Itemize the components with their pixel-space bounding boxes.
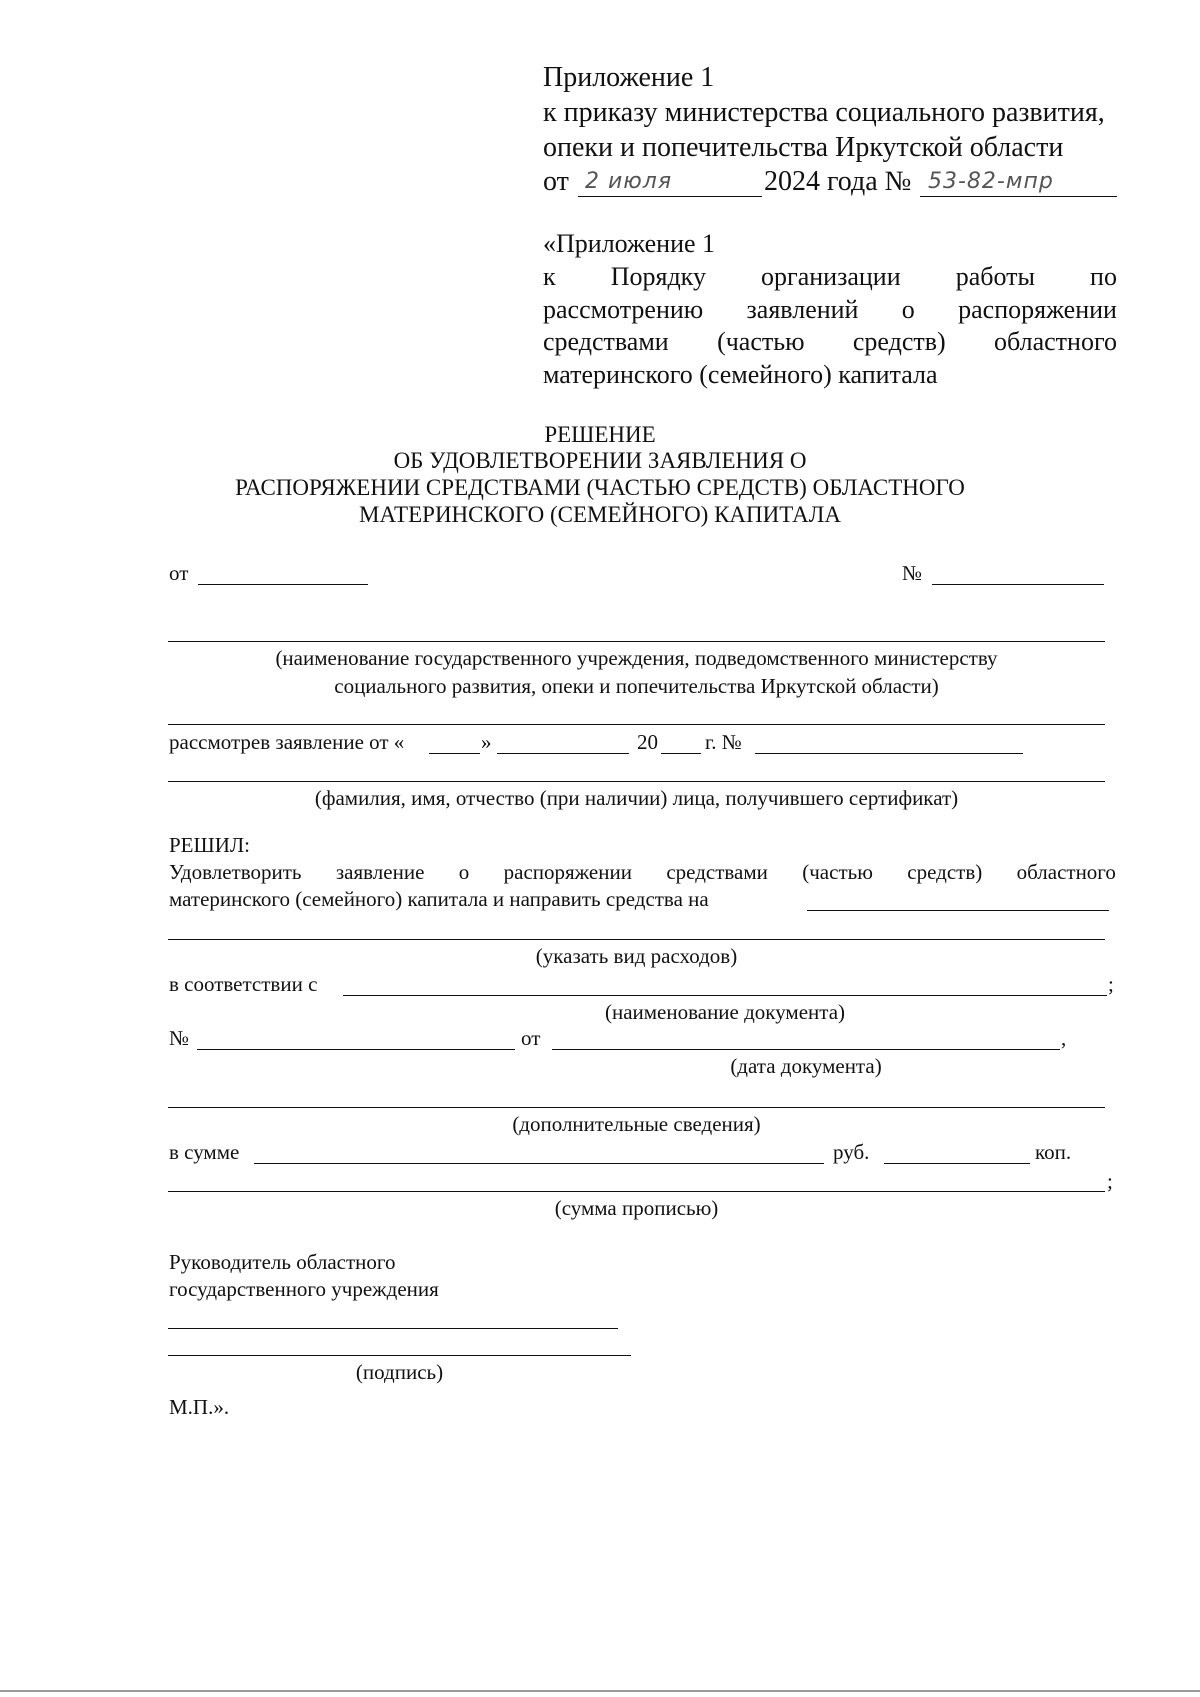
appendix-word: о xyxy=(901,295,915,324)
institution-caption-2: социального развития, опеки и попечительства Иркутской области) xyxy=(334,674,939,698)
appendix-line-4 xyxy=(543,326,1117,359)
decision-date-label: от xyxy=(169,561,189,585)
decision-word: средствами xyxy=(666,860,768,884)
appendix-word: областного xyxy=(994,327,1117,356)
comma: , xyxy=(1061,1026,1067,1050)
decision-word: Удовлетворить xyxy=(169,860,302,884)
institution-name-field-2[interactable] xyxy=(168,724,1105,725)
appendix-word: рассмотрению xyxy=(543,295,704,324)
application-number-field[interactable] xyxy=(755,753,1023,754)
sum-rubles-field[interactable] xyxy=(254,1163,824,1164)
signature-field[interactable] xyxy=(168,1355,631,1356)
appendix-word: к xyxy=(543,262,556,291)
header-date-prefix: от xyxy=(543,166,569,197)
decision-word: о xyxy=(458,860,470,884)
semicolon-2: ; xyxy=(1107,1169,1113,1193)
reviewed-application-label: рассмотрев заявление от « xyxy=(169,730,405,754)
application-month-field[interactable] xyxy=(497,753,629,754)
application-year-field[interactable] xyxy=(661,753,701,754)
sum-in-words-field[interactable] xyxy=(168,1191,1105,1192)
expense-type-field[interactable] xyxy=(168,939,1105,940)
appendix-word: заявлений xyxy=(746,295,859,324)
appendix-word: средств) xyxy=(852,327,946,356)
decision-subtitle-2: РАСПОРЯЖЕНИИ СРЕДСТВАМИ (ЧАСТЬЮ СРЕДСТВ) ОБЛАСТНОГО xyxy=(235,475,965,500)
additional-info-caption: (дополнительные сведения) xyxy=(512,1112,761,1136)
expense-target-field[interactable] xyxy=(807,910,1109,911)
sum-in-words-caption: (сумма прописью) xyxy=(554,1196,719,1220)
document-number-field[interactable] xyxy=(197,1049,515,1050)
decision-number-field[interactable] xyxy=(932,584,1104,585)
decision-word: распоряжении xyxy=(503,860,632,884)
kopecks-label: коп. xyxy=(1035,1140,1072,1164)
appendix-word: средствами xyxy=(543,327,669,356)
application-year-prefix: 20 xyxy=(637,730,658,754)
institution-name-field[interactable] xyxy=(168,641,1105,642)
header-ministry-name: опеки и попечительства Иркутской области xyxy=(543,132,1064,163)
decision-text-line-1 xyxy=(169,859,1116,885)
signature-caption: (подпись) xyxy=(355,1360,444,1384)
appendix-word: организации xyxy=(761,262,901,291)
decision-subtitle-1: ОБ УДОВЛЕТВОРЕНИИ ЗАЯВЛЕНИЯ О xyxy=(393,448,807,473)
document-number-label: № xyxy=(169,1026,190,1050)
appendix-line-5: материнского (семейного) капитала xyxy=(543,360,938,389)
document-name-caption: (наименование документа) xyxy=(604,1000,846,1024)
header-date-handwritten: 2 июля xyxy=(585,169,673,194)
certificate-holder-caption: (фамилия, имя, отчество (при наличии) лица, получившего сертификат) xyxy=(314,786,959,810)
appendix-line-2 xyxy=(543,261,1117,294)
header-number-handwritten: 53-82-мпр xyxy=(928,169,1054,194)
document-date-field[interactable] xyxy=(552,1049,1060,1050)
header-order-reference: к приказу министерства социального развития, xyxy=(543,97,1105,128)
institution-caption-1: (наименование государственного учреждения, подведомственного министерству xyxy=(275,646,998,670)
decision-word: (частью xyxy=(802,860,873,884)
appendix-word: работы xyxy=(955,262,1035,291)
decision-date-field[interactable] xyxy=(198,584,368,585)
sum-label: в сумме xyxy=(169,1140,240,1164)
decision-text-line-2: материнского (семейного) капитала и направить средства на xyxy=(169,887,709,911)
quote-close: » xyxy=(481,730,492,754)
decision-title: РЕШЕНИЕ xyxy=(544,422,656,447)
appendix-word: по xyxy=(1090,262,1117,291)
decision-number-label: № xyxy=(902,561,923,585)
certificate-holder-field[interactable] xyxy=(168,781,1105,782)
semicolon: ; xyxy=(1108,972,1114,996)
head-name-field[interactable] xyxy=(168,1328,618,1329)
appendix-line-3 xyxy=(543,294,1117,327)
sum-kopecks-field[interactable] xyxy=(884,1163,1030,1164)
appendix-word: Порядку xyxy=(610,262,706,291)
decided-label: РЕШИЛ: xyxy=(169,833,250,857)
application-number-label: г. № xyxy=(705,730,742,754)
decision-word: средств) xyxy=(907,860,983,884)
scan-bottom-edge xyxy=(0,1690,1200,1692)
decision-word: заявление xyxy=(335,860,425,884)
header-year-text: 2024 года № xyxy=(764,166,912,197)
document-date-caption: (дата документа) xyxy=(730,1054,882,1078)
appendix-word: распоряжении xyxy=(958,295,1117,324)
according-to-label: в соответствии с xyxy=(169,972,318,996)
rubles-label: руб. xyxy=(833,1140,870,1164)
document-date-label: от xyxy=(521,1026,541,1050)
application-day-field[interactable] xyxy=(429,753,480,754)
additional-info-field[interactable] xyxy=(168,1107,1105,1108)
expense-type-caption: (указать вид расходов) xyxy=(535,944,738,968)
document-name-field[interactable] xyxy=(343,995,1107,996)
decision-word: областного xyxy=(1016,860,1116,884)
header-appendix-label: Приложение 1 xyxy=(543,62,715,93)
head-title-line-1: Руководитель областного xyxy=(169,1250,396,1274)
decision-subtitle-3: МАТЕРИНСКОГО (СЕМЕЙНОГО) КАПИТАЛА xyxy=(359,502,841,527)
appendix-word: (частью xyxy=(717,327,805,356)
appendix-label: «Приложение 1 xyxy=(543,229,716,258)
stamp-label: М.П.». xyxy=(169,1395,230,1419)
head-title-line-2: государственного учреждения xyxy=(169,1277,439,1301)
